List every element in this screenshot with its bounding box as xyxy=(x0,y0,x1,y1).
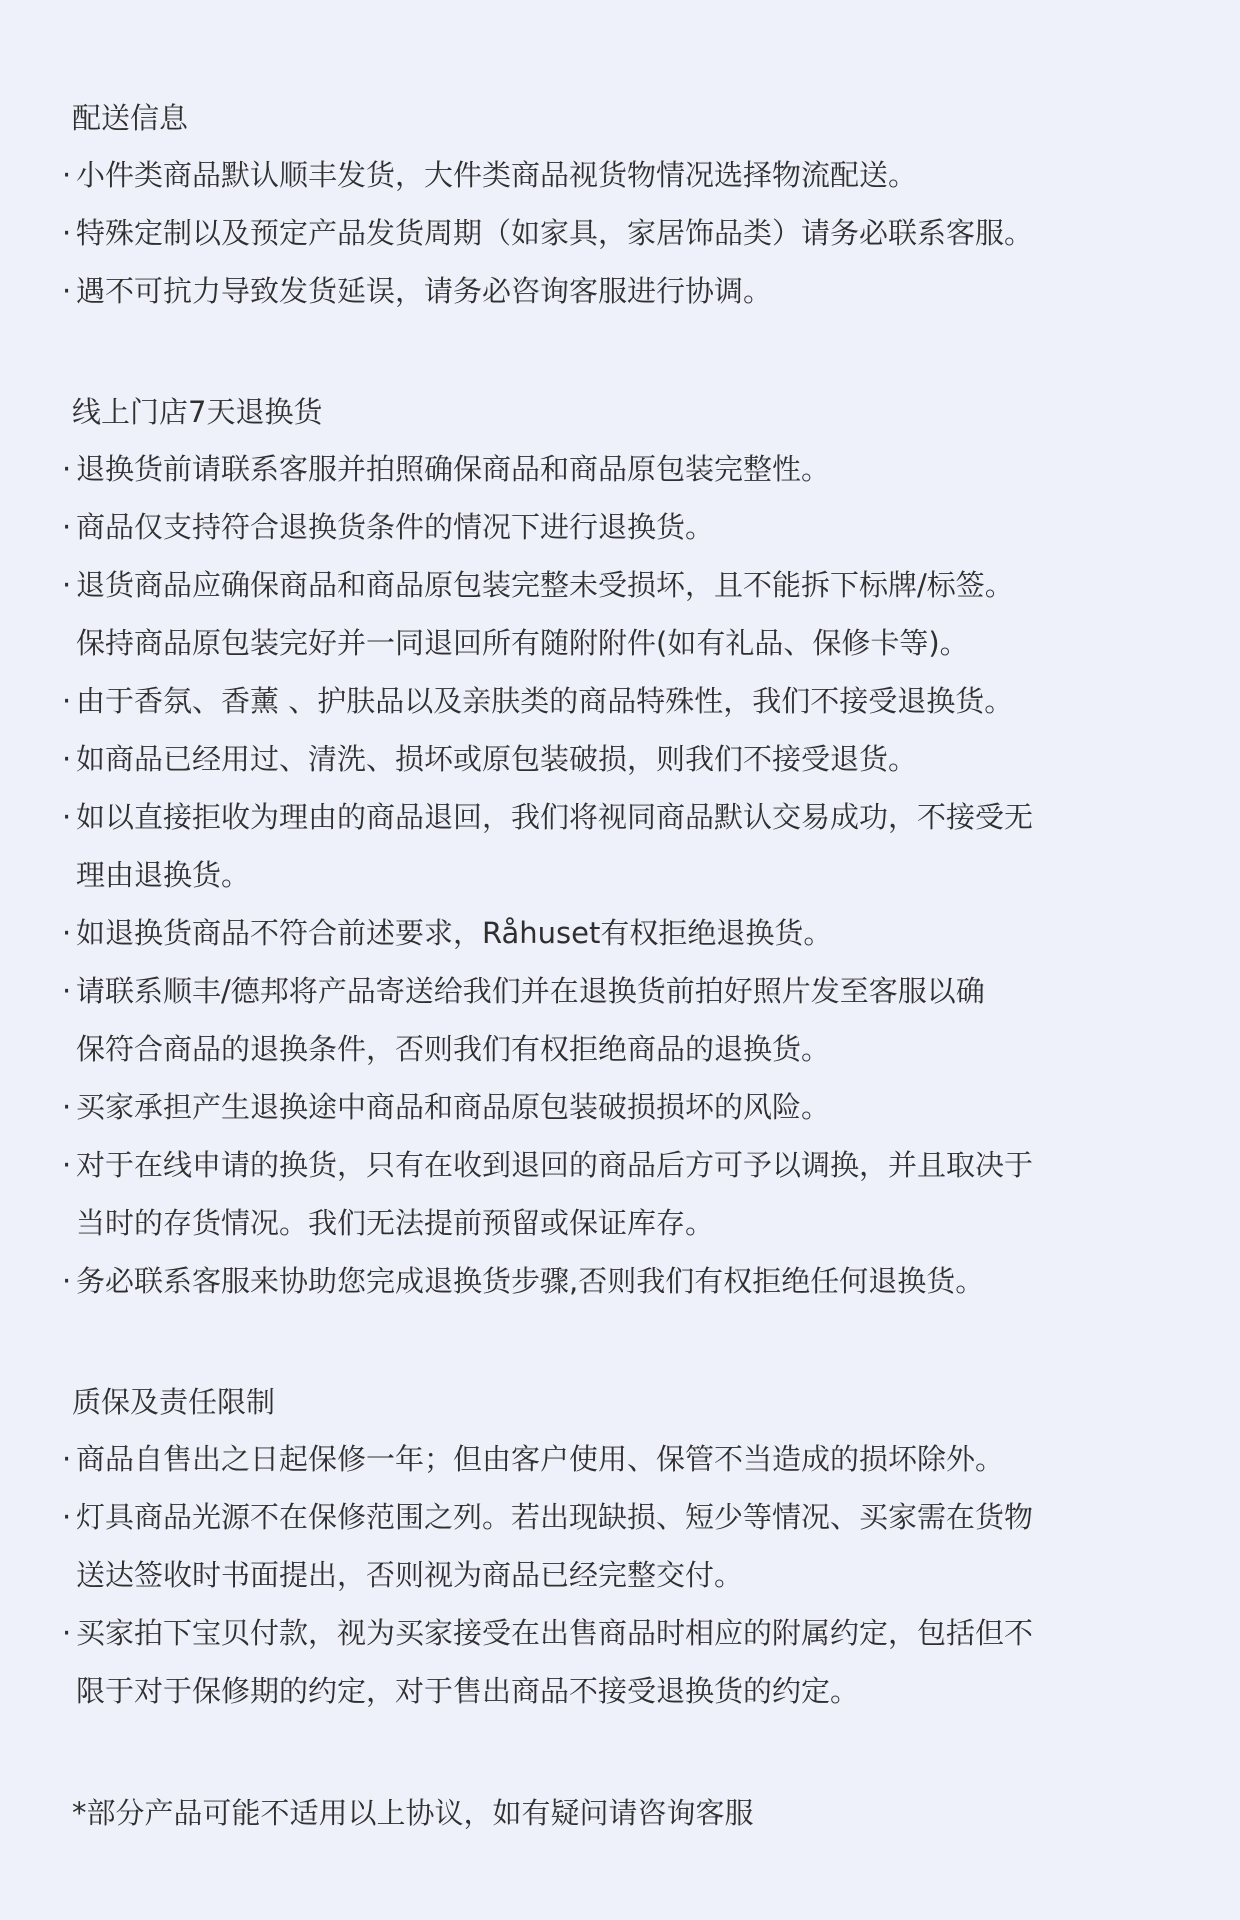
bullet-dot: · xyxy=(62,916,72,950)
bullet-dot: · xyxy=(62,1616,72,1650)
bullet-dot: · xyxy=(62,1500,72,1534)
section-delivery-info xyxy=(62,90,1200,320)
item-text-line: 送达签收时书面提出，否则视为商品已经完整交付。 xyxy=(76,1558,744,1592)
section-warranty-liability xyxy=(62,1374,1200,1720)
item-text-line: 买家承担产生退换途中商品和商品原包装破损损坏的风险。 xyxy=(76,1090,831,1124)
section-title: 配送信息 xyxy=(72,101,189,135)
list-item xyxy=(62,262,1200,320)
list-item xyxy=(62,1078,1200,1136)
footnote: *部分产品可能不适用以上协议，如有疑问请咨询客服 xyxy=(72,1796,754,1830)
section-title: 质保及责任限制 xyxy=(72,1385,276,1419)
list-item xyxy=(62,146,1200,204)
section-online-store-returns xyxy=(62,384,1200,1310)
item-text-line: 理由退换货。 xyxy=(76,858,251,892)
bullet-dot: · xyxy=(62,742,72,776)
list-item xyxy=(62,962,1200,1078)
bullet-dot: · xyxy=(62,274,72,308)
list-item xyxy=(62,1252,1200,1310)
list-item xyxy=(62,672,1200,730)
bullet-dot: · xyxy=(62,800,72,834)
list-item xyxy=(62,904,1200,962)
item-text-line: 请联系顺丰/德邦将产品寄送给我们并在退换货前拍好照片发至客服以确 xyxy=(76,974,985,1008)
item-text-line: 保符合商品的退换条件，否则我们有权拒绝商品的退换货。 xyxy=(76,1032,831,1066)
bullet-dot: · xyxy=(62,974,72,1008)
section-title: 线上门店7天退换货 xyxy=(72,395,323,429)
bullet-dot: · xyxy=(62,216,72,250)
item-text-line: 特殊定制以及预定产品发货周期（如家具，家居饰品类）请务必联系客服。 xyxy=(76,216,1034,250)
list-item xyxy=(62,1136,1200,1252)
item-text-line: 如以直接拒收为理由的商品退回，我们将视同商品默认交易成功，不接受无 xyxy=(76,800,1034,834)
item-text-line: 务必联系客服来协助您完成退换货步骤,否则我们有权拒绝任何退换货。 xyxy=(76,1264,985,1298)
list-item xyxy=(62,1604,1200,1720)
bullet-dot: · xyxy=(62,452,72,486)
item-text-line: 对于在线申请的换货，只有在收到退回的商品后方可予以调换，并且取决于 xyxy=(76,1148,1034,1182)
bullet-dot: · xyxy=(62,1090,72,1124)
item-text-line: 商品自售出之日起保修一年；但由客户使用、保管不当造成的损坏除外。 xyxy=(76,1442,1005,1476)
bullet-dot: · xyxy=(62,568,72,602)
item-text-line: 限于对于保修期的约定，对于售出商品不接受退换货的约定。 xyxy=(76,1674,860,1708)
bullet-dot: · xyxy=(62,158,72,192)
list-item xyxy=(62,1488,1200,1604)
item-text-line: 遇不可抗力导致发货延误，请务必咨询客服进行协调。 xyxy=(76,274,773,308)
item-text-line: 如退换货商品不符合前述要求，Råhuset有权拒绝退换货。 xyxy=(76,916,833,950)
list-item xyxy=(62,204,1200,262)
item-text-line: 买家拍下宝贝付款，视为买家接受在出售商品时相应的附属约定，包括但不 xyxy=(76,1616,1034,1650)
list-item xyxy=(62,788,1200,904)
bullet-dot: · xyxy=(62,1264,72,1298)
item-text-line: 保持商品原包装完好并一同退回所有随附附件(如有礼品、保修卡等)。 xyxy=(76,626,969,660)
list-item xyxy=(62,440,1200,498)
item-text-line: 退换货前请联系客服并拍照确保商品和商品原包装完整性。 xyxy=(76,452,831,486)
item-text-line: 当时的存货情况。我们无法提前预留或保证库存。 xyxy=(76,1206,715,1240)
item-text-line: 灯具商品光源不在保修范围之列。若出现缺损、短少等情况、买家需在货物 xyxy=(76,1500,1034,1534)
list-item xyxy=(62,556,1200,672)
bullet-dot: · xyxy=(62,510,72,544)
bullet-dot: · xyxy=(62,1442,72,1476)
item-text-line: 如商品已经用过、清洗、损坏或原包装破损，则我们不接受退货。 xyxy=(76,742,918,776)
item-text-line: 小件类商品默认顺丰发货，大件类商品视货物情况选择物流配送。 xyxy=(76,158,918,192)
list-item xyxy=(62,730,1200,788)
policy-sections xyxy=(62,90,1200,1720)
list-item xyxy=(62,1430,1200,1488)
item-text-line: 商品仅支持符合退换货条件的情况下进行退换货。 xyxy=(76,510,715,544)
list-item xyxy=(62,498,1200,556)
item-text-line: 退货商品应确保商品和商品原包装完整未受损坏，且不能拆下标牌/标签。 xyxy=(76,568,1014,602)
bullet-dot: · xyxy=(62,1148,72,1182)
item-text-line: 由于香氛、香薰 、护肤品以及亲肤类的商品特殊性，我们不接受退换货。 xyxy=(76,684,1014,718)
bullet-dot: · xyxy=(62,684,72,718)
